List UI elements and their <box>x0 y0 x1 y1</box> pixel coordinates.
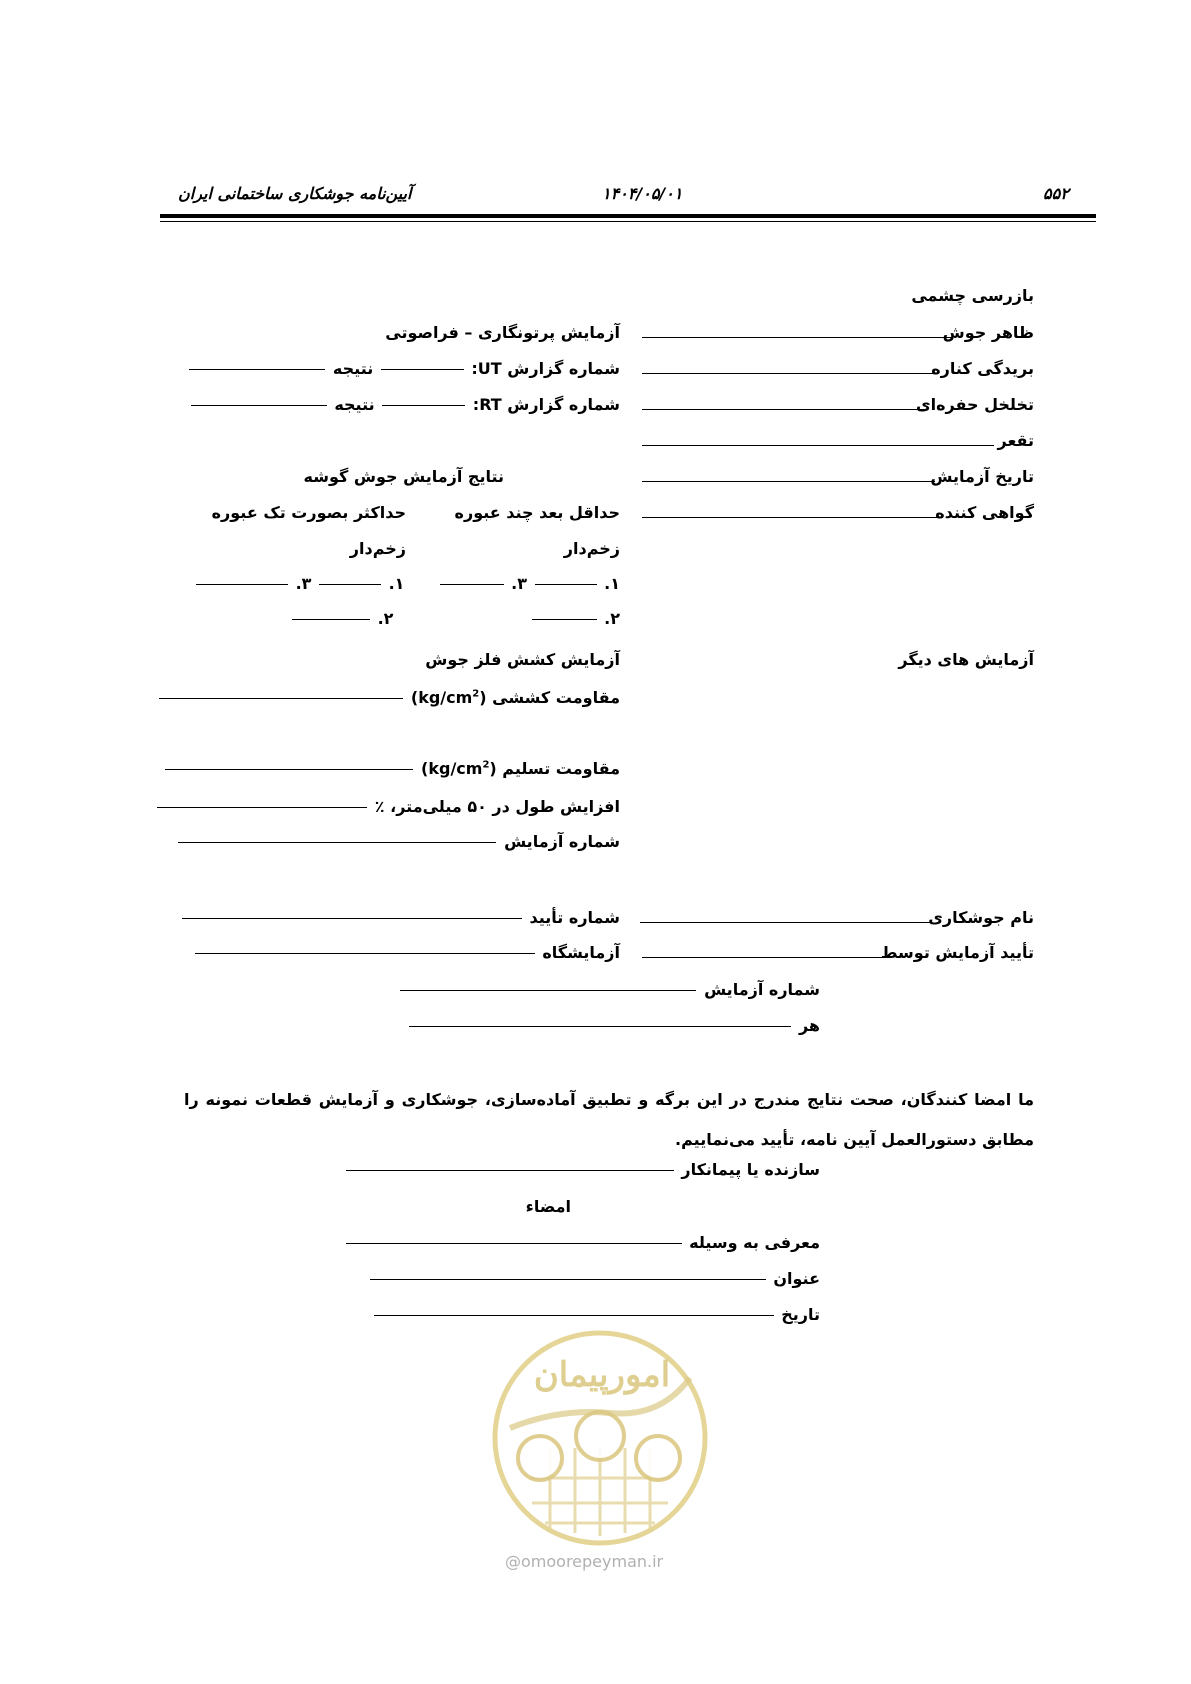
visual-appearance-line[interactable] <box>642 337 952 338</box>
per-row <box>407 1016 820 1036</box>
header-date: ۱۴۰۴/۰۵/۰۱ <box>602 184 683 203</box>
yield-row <box>163 756 620 779</box>
per-line[interactable] <box>409 1026 791 1027</box>
visual-undercut-line[interactable] <box>642 373 936 374</box>
fillet-line-2a[interactable] <box>532 619 597 620</box>
laboratory-row <box>193 943 620 963</box>
date-line[interactable] <box>374 1315 774 1316</box>
elongation-row <box>155 797 620 817</box>
elongation-label: افزایش طول در ۵۰ میلی‌متر، ٪ <box>374 797 620 816</box>
ut-label: شماره گزارش UT: <box>471 359 620 378</box>
manufacturer-row <box>344 1160 820 1180</box>
fillet-num-1a: ۱. <box>604 574 620 593</box>
visual-certifier-label: گواهی کننده <box>935 503 1034 522</box>
watermark-url: @omoorepeyman.ir <box>505 1552 664 1571</box>
visual-appearance-label: ظاهر جوش <box>942 323 1034 342</box>
approval-no-label: شماره تأیید <box>529 908 620 927</box>
header-rule-thin <box>160 221 1096 222</box>
fillet-num-2b: ۲. <box>377 609 394 628</box>
fillet-line-1b[interactable] <box>319 584 381 585</box>
yield-line[interactable] <box>165 769 413 770</box>
rt-result-line[interactable] <box>191 405 327 406</box>
fillet-num-1b: ۱. <box>388 574 405 593</box>
title-line[interactable] <box>370 1279 766 1280</box>
fillet-num-3a: ۳. <box>511 574 527 593</box>
fillet-num-3b: ۳. <box>295 574 312 593</box>
rt-report-line[interactable] <box>382 405 465 406</box>
visual-concavity-line[interactable] <box>642 445 994 446</box>
fillet-line-3b[interactable] <box>196 584 288 585</box>
visual-inspection-title: بازرسی چشمی <box>911 286 1034 305</box>
book-title: آیین‌نامه جوشکاری ساختمانی ایران <box>178 184 412 203</box>
approval-no-row <box>180 908 620 928</box>
manufacturer-line[interactable] <box>346 1170 674 1171</box>
introduced-by-row <box>344 1233 820 1253</box>
rt-row <box>189 395 620 415</box>
tensile-row <box>157 685 620 708</box>
fillet-min-multi: حداقل بعد چند عبوره <box>454 503 620 522</box>
declaration-paragraph: ما امضا کنندگان، صحت نتایج مندرج در این برگه و تطبیق آماده‌سازی، جوشکاری و آزمایش قطعات نمونه را مطابق دستورالعمل آیین نامه، تأیید می‌نماییم. <box>184 1090 1034 1149</box>
tests-by-line[interactable] <box>642 957 892 958</box>
tension-title: آزمایش کشش فلز جوش <box>425 650 620 669</box>
fillet-macroetch-2: زخم‌دار <box>349 539 406 558</box>
elongation-line[interactable] <box>157 807 367 808</box>
tension-test-no-line[interactable] <box>178 842 496 843</box>
fillet-row-1 <box>194 574 620 594</box>
title-label: عنوان <box>773 1269 820 1288</box>
visual-porosity-line[interactable] <box>642 409 925 410</box>
approval-no-line[interactable] <box>182 918 522 919</box>
radiographic-title: آزمایش پرتونگاری – فراصوتی <box>385 323 620 342</box>
header-rule-thick <box>160 214 1096 218</box>
watermark-logo <box>490 1318 710 1568</box>
fillet-row-2 <box>290 609 620 629</box>
tensile-line[interactable] <box>159 698 403 699</box>
tension-test-no-label: شماره آزمایش <box>504 832 620 851</box>
introduced-by-line[interactable] <box>346 1243 682 1244</box>
manufacturer-label: سازنده یا پیمانکار <box>681 1160 820 1179</box>
fillet-line-3a[interactable] <box>440 584 504 585</box>
fillet-max-single: حداکثر بصورت تک عبوره <box>211 503 406 522</box>
rt-label: شماره گزارش RT: <box>472 395 620 414</box>
date-label: تاریخ <box>781 1305 820 1324</box>
welder-name-label: نام جوشکاری <box>928 908 1034 927</box>
other-tests-label: آزمایش های دیگر <box>898 650 1034 669</box>
visual-undercut-label: بریدگی کناره <box>931 359 1034 378</box>
fillet-line-2b[interactable] <box>292 619 370 620</box>
welder-name-line[interactable] <box>640 922 932 923</box>
fillet-line-1a[interactable] <box>535 584 597 585</box>
visual-porosity-label: تخلخل حفره‌ای <box>915 395 1034 414</box>
ut-report-line[interactable] <box>381 369 464 370</box>
approval-test-no-row <box>398 980 820 1000</box>
per-label: هر <box>798 1016 820 1035</box>
fillet-num-2a: ۲. <box>604 609 620 628</box>
tensile-label: مقاومت کششی $(kg/cm^2)$ <box>410 688 620 708</box>
sign-label: امضاء <box>525 1197 571 1216</box>
visual-test-date-label: تاریخ آزمایش <box>930 467 1034 486</box>
yield-label: مقاومت تسلیم $(kg/cm^2)$ <box>421 759 620 779</box>
tests-by-label: تأیید آزمایش توسط <box>880 943 1034 962</box>
ut-result-line[interactable] <box>189 369 325 370</box>
title-row <box>368 1269 820 1289</box>
tension-test-no-row <box>176 832 620 852</box>
approval-test-no-label: شماره آزمایش <box>704 980 820 999</box>
visual-certifier-line[interactable] <box>642 517 940 518</box>
rt-result-label: نتیجه <box>334 395 375 414</box>
visual-test-date-line[interactable] <box>642 481 935 482</box>
approval-test-no-line[interactable] <box>400 990 696 991</box>
laboratory-label: آزمایشگاه <box>542 943 620 962</box>
laboratory-line[interactable] <box>195 953 535 954</box>
introduced-by-label: معرفی به وسیله <box>689 1233 820 1252</box>
ut-result-label: نتیجه <box>332 359 374 378</box>
page-number: ۵۵۲ <box>1043 184 1069 203</box>
watermark-logo-text: امورپیمان <box>533 1355 671 1395</box>
fillet-title: نتایج آزمایش جوش گوشه <box>303 467 504 486</box>
ut-row <box>187 359 620 379</box>
fillet-macroetch-1: زخم‌دار <box>563 539 620 558</box>
visual-concavity-label: تقعر <box>997 431 1034 450</box>
